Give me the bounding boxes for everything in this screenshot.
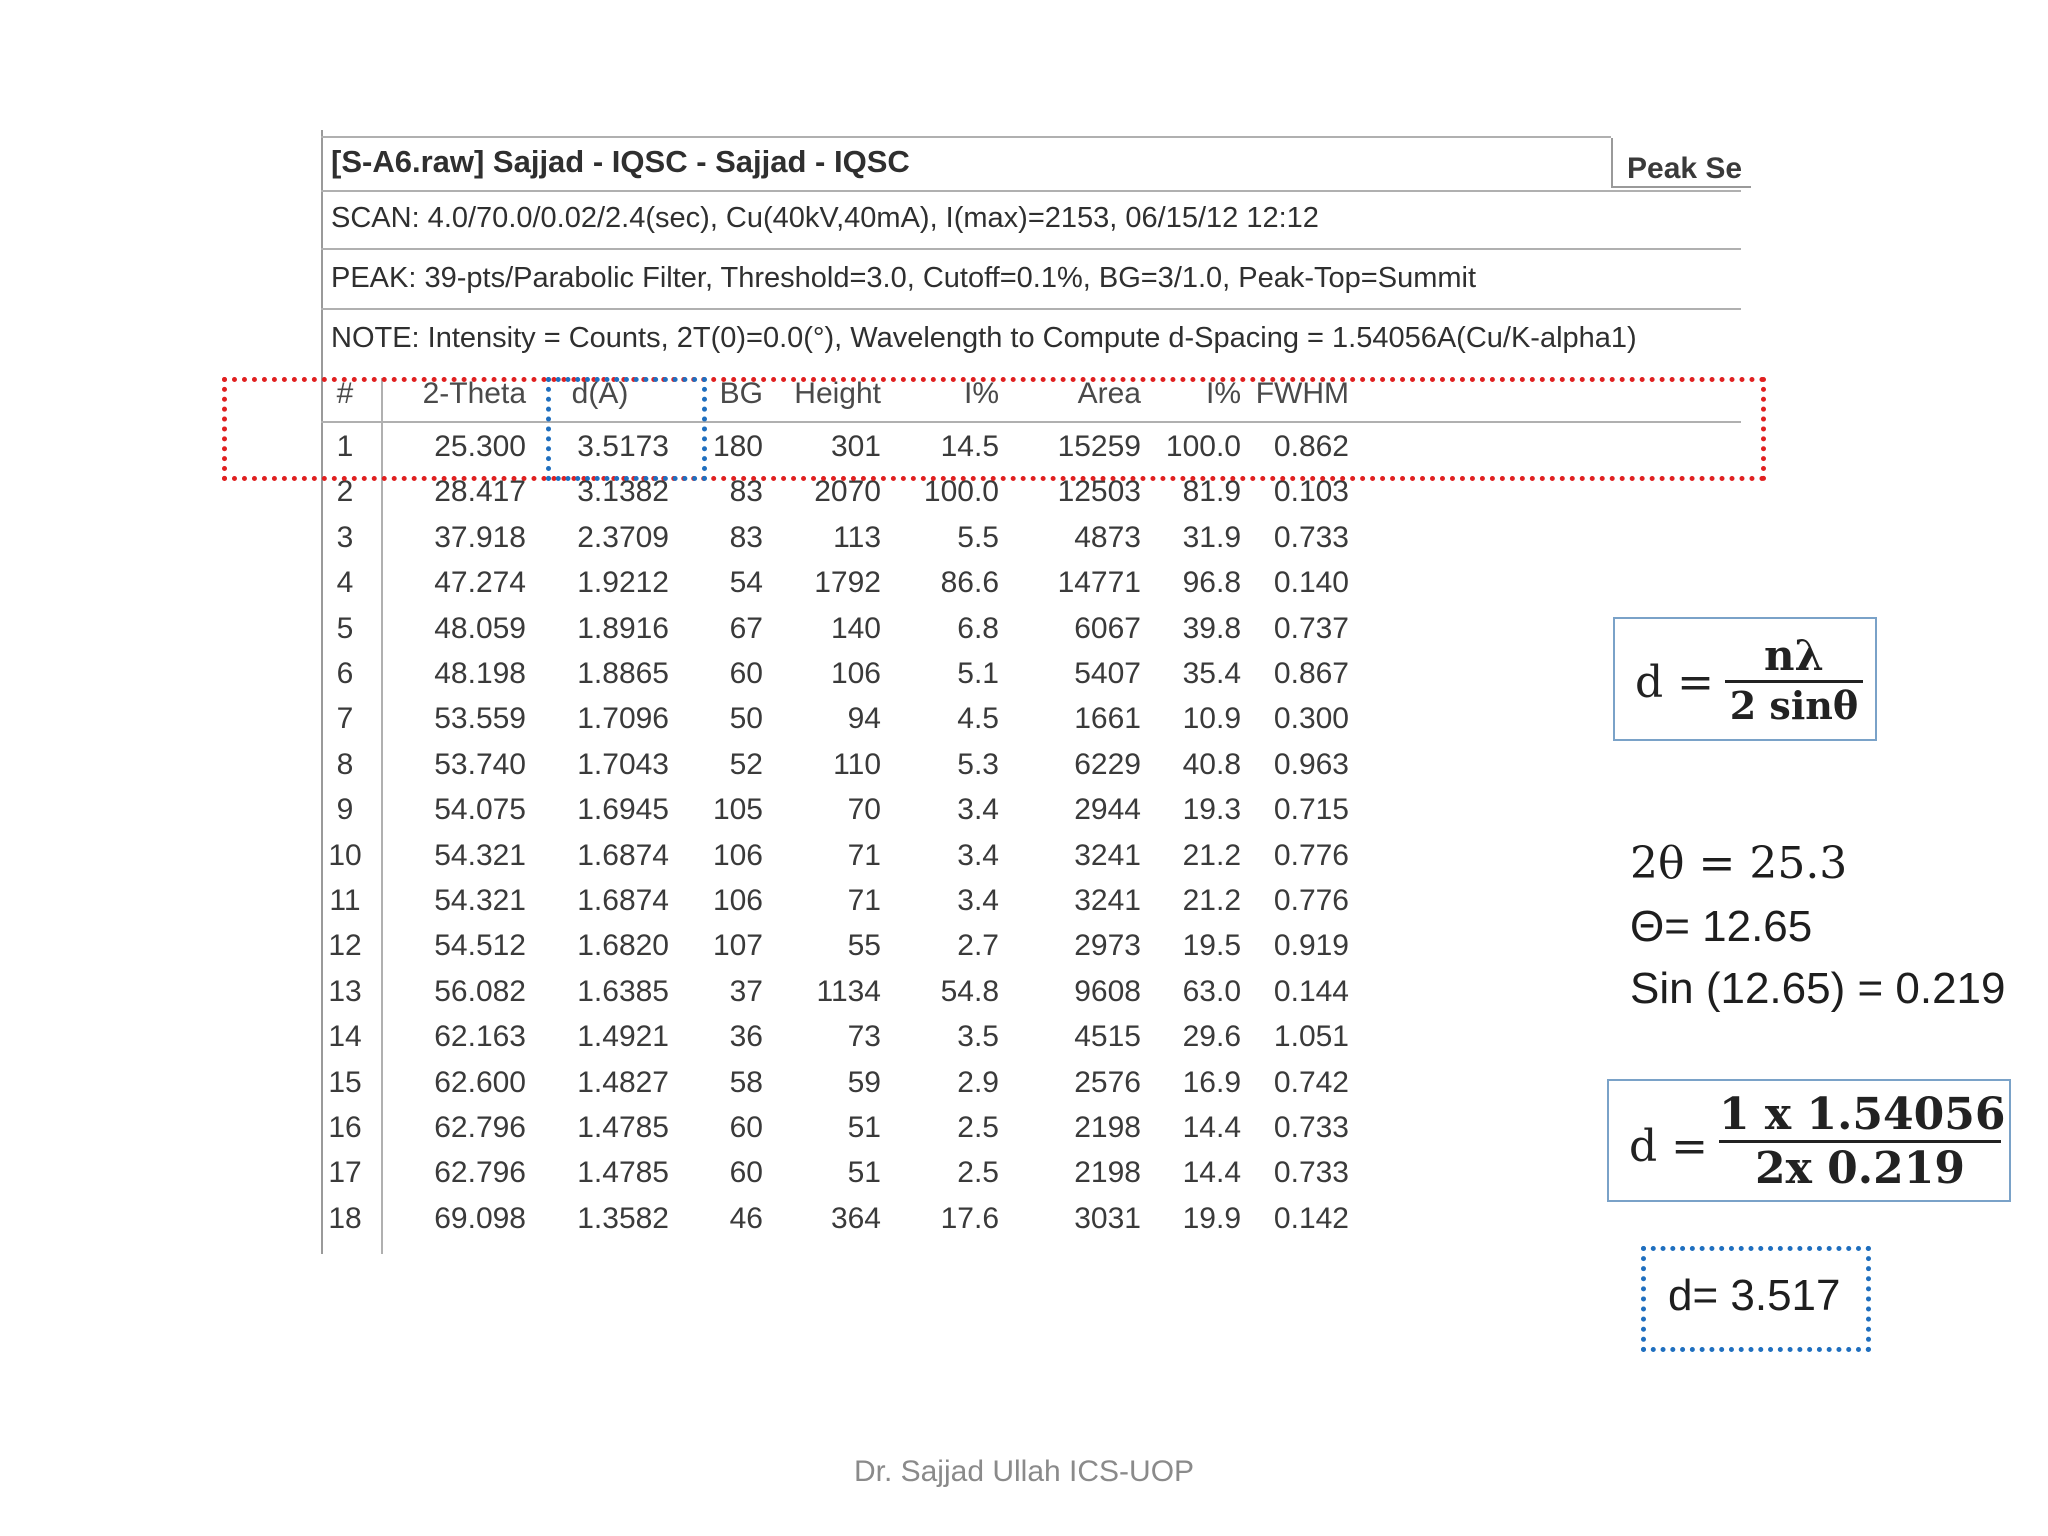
table-cell: 105 — [712, 793, 763, 827]
table-cell: 53.740 — [434, 747, 526, 781]
table-cell: 96.8 — [1182, 566, 1241, 600]
formula-numerator: 1 x 1.54056 — [1719, 1089, 2006, 1140]
table-cell: 5407 — [1074, 657, 1141, 690]
sin-value: Sin (12.65) = 0.219 — [1630, 964, 2006, 1013]
table-row — [321, 475, 1421, 520]
column-header: FWHM — [1255, 377, 1349, 410]
table-cell: 110 — [833, 747, 881, 781]
table-cell: 62.163 — [434, 1020, 526, 1054]
table-row — [321, 929, 1421, 974]
table-row — [321, 1156, 1421, 1201]
table-cell: 37.918 — [434, 520, 526, 554]
table-cell: 94 — [847, 702, 881, 736]
table-cell: 51 — [847, 1156, 881, 1190]
table-cell: 36 — [729, 1020, 763, 1054]
divider — [321, 308, 1741, 310]
table-row — [321, 1066, 1421, 1111]
table-cell: 28.417 — [434, 475, 526, 509]
table-cell: 5 — [336, 611, 354, 645]
table-cell: 25.300 — [434, 430, 526, 463]
table-cell: 60 — [729, 1111, 763, 1144]
table-row — [321, 884, 1421, 929]
table-cell: 67 — [729, 611, 763, 645]
column-header: 2-Theta — [422, 377, 526, 410]
formula-denominator: 2x 0.219 — [1755, 1143, 1965, 1194]
table-cell: 40.8 — [1182, 747, 1241, 781]
table-cell: 59 — [847, 1065, 881, 1099]
two-theta-value: 2θ = 25.3 — [1630, 838, 1848, 889]
table-cell: 0.142 — [1273, 1201, 1349, 1235]
table-cell: 5.1 — [957, 657, 999, 690]
table-cell: 19.3 — [1182, 793, 1241, 827]
table-cell: 14.4 — [1182, 1156, 1241, 1190]
table-cell: 364 — [830, 1201, 881, 1235]
table-cell: 0.733 — [1273, 520, 1349, 554]
formula-fraction — [1725, 631, 1863, 728]
formula-denominator: 2 sinθ — [1729, 683, 1859, 728]
column-header: BG — [719, 377, 763, 410]
table-cell: 46 — [729, 1201, 763, 1235]
table-cell: 60 — [729, 657, 763, 690]
column-header: Area — [1077, 377, 1141, 410]
table-cell: 4873 — [1074, 520, 1141, 554]
table-cell: 21.2 — [1182, 884, 1241, 917]
table-cell: 29.6 — [1182, 1020, 1241, 1054]
formula-numerator: nλ — [1764, 631, 1824, 680]
table-cell: 3.4 — [957, 884, 999, 917]
table-cell: 3241 — [1074, 884, 1141, 917]
table-cell: 1.8916 — [577, 611, 669, 645]
table-cell: 9 — [336, 793, 354, 827]
xrd-peak-report — [321, 130, 1741, 1254]
table-cell: 1.051 — [1273, 1020, 1349, 1054]
table-cell: 12503 — [1057, 475, 1141, 509]
table-cell: 180 — [712, 430, 763, 463]
scan-info: SCAN: 4.0/70.0/0.02/2.4(sec), Cu(40kV,40mA), I(max)=2153, 06/15/12 12:12 — [331, 202, 1319, 234]
table-cell: 1 — [336, 430, 354, 463]
table-cell: 0.737 — [1273, 611, 1349, 645]
table-cell: 2.3709 — [577, 520, 669, 554]
table-cell: 2.5 — [957, 1156, 999, 1190]
table-cell: 2198 — [1074, 1111, 1141, 1144]
table-cell: 39.8 — [1182, 611, 1241, 645]
table-cell: 53.559 — [434, 702, 526, 736]
table-row — [321, 1020, 1421, 1065]
table-cell: 14.4 — [1182, 1111, 1241, 1144]
table-cell: 2.9 — [957, 1065, 999, 1099]
table-cell: 52 — [729, 747, 763, 781]
column-header: Height — [794, 377, 881, 410]
table-cell: 3.5173 — [577, 430, 669, 463]
table-cell: 106 — [712, 884, 763, 917]
column-header: d(A) — [571, 377, 629, 410]
table-cell: 18 — [328, 1201, 362, 1235]
table-cell: 107 — [712, 929, 763, 963]
table-cell: 54 — [729, 566, 763, 600]
peak-info: PEAK: 39-pts/Parabolic Filter, Threshold=3.0, Cutoff=0.1%, BG=3/1.0, Peak-Top=Summit — [331, 262, 1477, 294]
table-cell: 81.9 — [1182, 475, 1241, 509]
table-cell: 2576 — [1074, 1065, 1141, 1099]
table-cell: 12 — [328, 929, 362, 963]
table-cell: 70 — [847, 793, 881, 827]
table-cell: 1.6820 — [577, 929, 669, 963]
table-cell: 15 — [328, 1065, 362, 1099]
table-cell: 5.5 — [957, 520, 999, 554]
report-title: [S-A6.raw] Sajjad - IQSC - Sajjad - IQSC — [331, 144, 910, 179]
table-cell: 37 — [729, 974, 763, 1008]
table-cell: 2.7 — [957, 929, 999, 963]
table-cell: 11 — [329, 884, 361, 917]
bragg-formula-box — [1613, 617, 1877, 741]
table-cell: 60 — [729, 1156, 763, 1190]
table-cell: 54.321 — [434, 838, 526, 872]
table-cell: 4 — [336, 566, 354, 600]
table-cell: 35.4 — [1182, 657, 1241, 690]
formula-fraction — [1719, 1089, 2006, 1194]
table-cell: 47.274 — [434, 566, 526, 600]
table-cell: 5.3 — [957, 747, 999, 781]
table-cell: 0.715 — [1273, 793, 1349, 827]
table-cell: 9608 — [1074, 974, 1141, 1008]
table-cell: 1.6385 — [577, 974, 669, 1008]
divider — [321, 136, 1611, 138]
column-header: I% — [963, 377, 999, 410]
table-cell: 1.6874 — [577, 838, 669, 872]
table-cell: 13 — [328, 974, 362, 1008]
table-cell: 2198 — [1074, 1156, 1141, 1190]
table-cell: 100.0 — [923, 475, 999, 509]
table-cell: 106 — [712, 838, 763, 872]
table-row — [321, 1202, 1421, 1247]
table-cell: 62.796 — [434, 1111, 526, 1144]
table-cell: 2973 — [1074, 929, 1141, 963]
table-cell: 56.082 — [434, 974, 526, 1008]
table-cell: 0.742 — [1273, 1065, 1349, 1099]
table-cell: 48.198 — [434, 657, 526, 690]
table-cell: 19.5 — [1182, 929, 1241, 963]
formula-lhs: d = — [1635, 657, 1715, 708]
table-cell: 3 — [336, 520, 354, 554]
table-cell: 2070 — [814, 475, 881, 509]
table-cell: 6067 — [1074, 611, 1141, 645]
table-cell: 58 — [729, 1065, 763, 1099]
table-cell: 1134 — [816, 974, 881, 1008]
table-cell: 51 — [847, 1111, 881, 1144]
table-cell: 50 — [729, 702, 763, 736]
table-cell: 0.733 — [1273, 1111, 1349, 1144]
table-cell: 1.4921 — [577, 1020, 669, 1054]
table-cell: 0.733 — [1273, 1156, 1349, 1190]
table-cell: 8 — [336, 747, 354, 781]
table-row — [321, 793, 1421, 838]
formula-lhs: d = — [1629, 1121, 1709, 1172]
d-spacing-result: d= 3.517 — [1641, 1246, 1871, 1352]
table-cell: 0.919 — [1273, 929, 1349, 963]
table-cell: 6 — [336, 657, 354, 690]
table-cell: 71 — [847, 884, 881, 917]
table-cell: 3.1382 — [577, 475, 669, 509]
table-cell: 1.4785 — [577, 1156, 669, 1190]
table-row — [321, 702, 1421, 747]
table-cell: 106 — [830, 657, 881, 690]
table-cell: 0.867 — [1273, 657, 1349, 690]
divider — [321, 190, 1741, 192]
table-cell: 55 — [847, 929, 881, 963]
table-cell: 0.144 — [1273, 974, 1349, 1008]
theta-value: Θ= 12.65 — [1630, 902, 1813, 951]
table-cell: 4515 — [1074, 1020, 1141, 1054]
table-cell: 0.776 — [1273, 884, 1349, 917]
table-cell: 21.2 — [1182, 838, 1241, 872]
table-cell: 14.5 — [940, 430, 999, 463]
table-cell: 48.059 — [434, 611, 526, 645]
table-cell: 2 — [336, 475, 354, 509]
table-cell: 15259 — [1057, 430, 1141, 463]
table-cell: 3.4 — [957, 793, 999, 827]
table-cell: 0.300 — [1273, 702, 1349, 736]
table-cell: 71 — [847, 838, 881, 872]
table-cell: 73 — [847, 1020, 881, 1054]
table-cell: 62.796 — [434, 1156, 526, 1190]
table-cell: 10.9 — [1182, 702, 1241, 736]
table-cell: 83 — [729, 520, 763, 554]
table-row — [321, 566, 1421, 611]
table-cell: 17.6 — [940, 1201, 999, 1235]
table-cell: 1.7096 — [577, 702, 669, 736]
table-cell: 1.3582 — [577, 1201, 669, 1235]
table-cell: 54.8 — [940, 974, 999, 1008]
table-cell: 0.103 — [1273, 475, 1349, 509]
table-cell: 1.6874 — [577, 884, 669, 917]
table-cell: 113 — [833, 520, 881, 554]
table-cell: 6.8 — [957, 611, 999, 645]
table-cell: 0.140 — [1273, 566, 1349, 600]
table-cell: 1.9212 — [577, 566, 669, 600]
table-cell: 3.4 — [957, 838, 999, 872]
table-cell: 10 — [328, 838, 362, 872]
table-cell: 3.5 — [957, 1020, 999, 1054]
table-row — [321, 748, 1421, 793]
table-cell: 1.4785 — [577, 1111, 669, 1144]
table-cell: 7 — [336, 702, 354, 736]
highlight-d-value — [546, 377, 707, 481]
table-cell: 54.321 — [434, 884, 526, 917]
table-cell: 14771 — [1057, 566, 1141, 600]
table-cell: 69.098 — [434, 1201, 526, 1235]
column-header: I% — [1205, 377, 1241, 410]
table-cell: 0.862 — [1273, 430, 1349, 463]
table-cell: 0.963 — [1273, 747, 1349, 781]
table-cell: 16.9 — [1182, 1065, 1241, 1099]
table-cell: 3031 — [1074, 1201, 1141, 1235]
table-row — [321, 975, 1421, 1020]
table-cell: 2944 — [1074, 793, 1141, 827]
table-cell: 54.512 — [434, 929, 526, 963]
table-cell: 1.4827 — [577, 1065, 669, 1099]
divider — [321, 248, 1741, 250]
table-cell: 1792 — [814, 566, 881, 600]
table-cell: 4.5 — [957, 702, 999, 736]
table-cell: 16 — [328, 1111, 362, 1144]
table-row — [321, 612, 1421, 657]
table-cell: 14 — [328, 1020, 362, 1054]
table-cell: 301 — [830, 430, 881, 463]
substituted-formula-box — [1607, 1079, 2011, 1202]
table-cell: 0.776 — [1273, 838, 1349, 872]
table-row — [321, 1111, 1421, 1156]
table-cell: 63.0 — [1182, 974, 1241, 1008]
table-cell: 2.5 — [957, 1111, 999, 1144]
table-row — [321, 839, 1421, 884]
table-cell: 62.600 — [434, 1065, 526, 1099]
note-info: NOTE: Intensity = Counts, 2T(0)=0.0(°), Wavelength to Compute d-Spacing = 1.54056A(Cu/K-alpha1) — [331, 322, 1637, 354]
table-row — [321, 521, 1421, 566]
table-cell: 6229 — [1074, 747, 1141, 781]
table-cell: 1.6945 — [577, 793, 669, 827]
table-cell: 3241 — [1074, 838, 1141, 872]
table-cell: 1.7043 — [577, 747, 669, 781]
table-cell: 17 — [328, 1156, 362, 1190]
table-cell: 83 — [729, 475, 763, 509]
table-cell: 54.075 — [434, 793, 526, 827]
peak-search-label: Peak Se — [1611, 138, 1751, 188]
table-cell: 100.0 — [1165, 430, 1241, 463]
footer-credit: Dr. Sajjad Ullah ICS-UOP — [853, 1455, 1195, 1488]
table-cell: 19.9 — [1182, 1201, 1241, 1235]
table-cell: 140 — [830, 611, 881, 645]
column-header: # — [336, 377, 354, 410]
highlight-first-peak-row — [222, 377, 1766, 481]
table-cell: 86.6 — [940, 566, 999, 600]
table-cell: 1661 — [1074, 702, 1141, 736]
table-cell: 31.9 — [1182, 520, 1241, 554]
table-row — [321, 657, 1421, 702]
table-cell: 1.8865 — [577, 657, 669, 690]
